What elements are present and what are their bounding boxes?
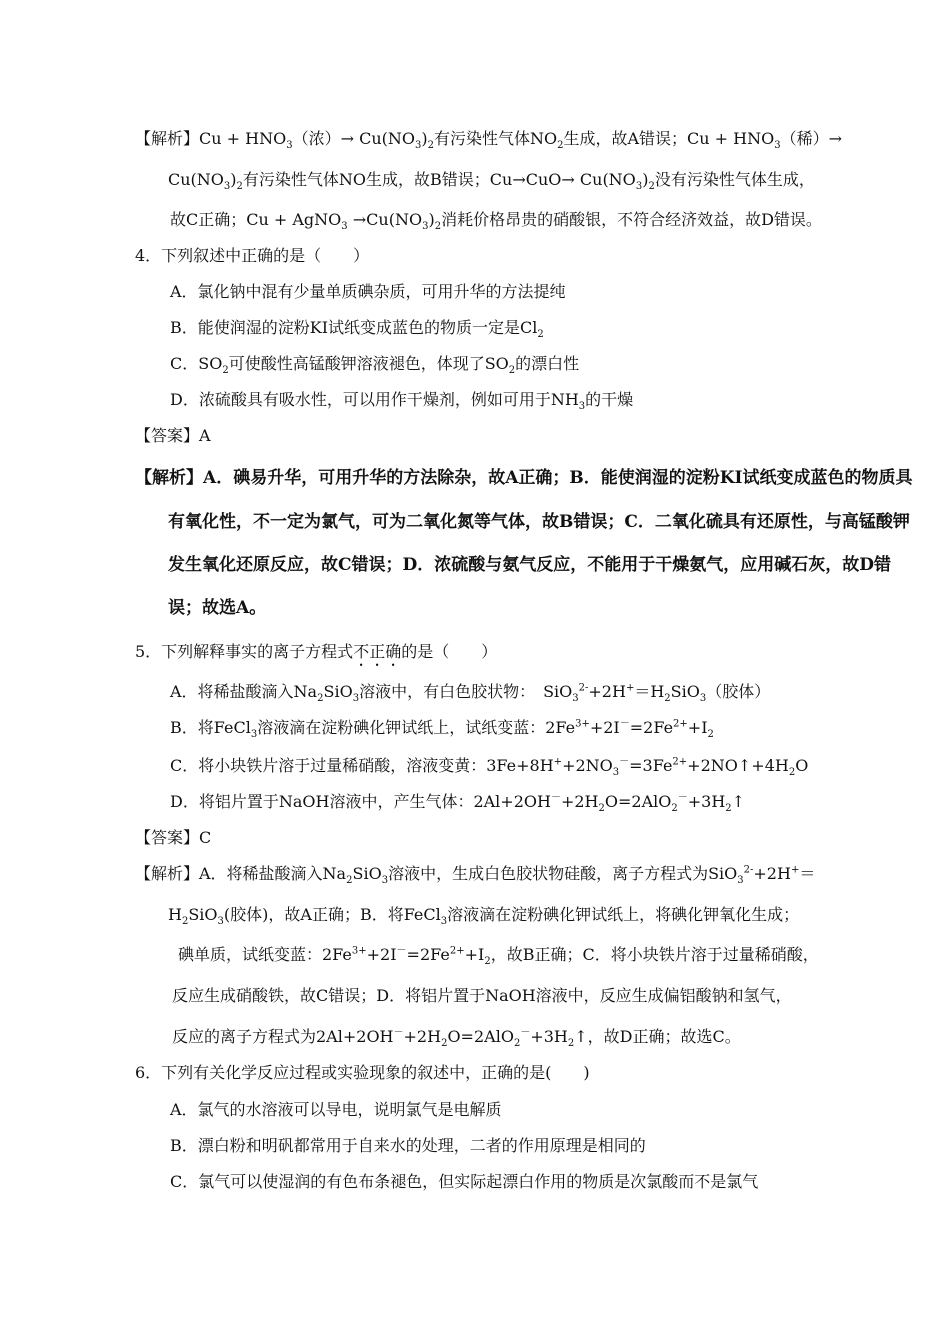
superscript: － <box>396 945 407 957</box>
text-run: ＝ <box>799 864 816 883</box>
subscript: 2 <box>236 181 243 193</box>
text-run: +2H <box>560 792 599 811</box>
subscript: 3 <box>414 140 422 152</box>
subscript: 3 <box>737 875 744 887</box>
text-run: A．氯化钠中混有少量单质碘杂质，可用升华的方法提纯 <box>170 282 566 301</box>
text-run: A．将稀盐酸滴入Na <box>170 682 318 701</box>
text-run: 溶液滴在淀粉碘化钾试纸上，试纸变蓝：2Fe <box>257 718 576 737</box>
superscript: － <box>393 1027 404 1039</box>
question-4-analysis-line-1 <box>135 468 912 488</box>
subscript: 2 <box>671 803 678 815</box>
subscript: 3 <box>612 767 620 779</box>
question-5-option-d <box>170 792 746 815</box>
q3-analysis-line-2 <box>168 170 815 193</box>
subscript: 2 <box>598 803 605 815</box>
q3-analysis-line-3 <box>170 210 822 233</box>
subscript: 2 <box>567 1038 575 1050</box>
text-run: ，故B正确；C．将小块铁片溶于过量稀硝酸， <box>490 945 819 964</box>
text-run: （浓）→ Cu(NO <box>292 129 415 148</box>
text-run: 生成，故A错误；Cu + HNO <box>563 129 775 148</box>
subscript: 3 <box>572 693 579 705</box>
question-4-answer <box>135 426 211 446</box>
superscript: 2- <box>578 682 589 694</box>
superscript: － <box>619 756 630 768</box>
text-run: 可使酸性高锰酸钾溶液褪色，体现了SO <box>228 354 509 373</box>
subscript: 3 <box>440 916 448 928</box>
subscript: 3 <box>699 693 707 705</box>
subscript: 2 <box>537 329 544 341</box>
text-run: 【解析】Cu + HNO <box>135 129 287 148</box>
text-run: A．氯气的水溶液可以导电，说明氯气是电解质 <box>170 1100 502 1119</box>
superscript: 2+ <box>672 756 688 768</box>
superscript: + <box>553 756 563 768</box>
subscript: 2 <box>441 1038 448 1050</box>
text-run: D．浓硫酸具有吸水性，可以用作干燥剂，例如可用于NH <box>170 390 579 409</box>
superscript: － <box>619 718 630 730</box>
question-4-stem <box>135 246 369 266</box>
text-run: 碘单质，试纸变蓝：2Fe <box>178 945 352 964</box>
superscript: + <box>790 864 800 876</box>
question-4-option-a <box>170 282 566 302</box>
text-run: 【答案】A <box>135 426 211 445</box>
question-5-analysis-line-3 <box>178 945 819 968</box>
subscript: 2 <box>508 365 516 377</box>
subscript: 3 <box>578 401 586 413</box>
text-run: D．将铝片置于NaOH溶液中，产生气体：2Al+2OH <box>170 792 551 811</box>
subscript: 2 <box>788 767 796 779</box>
text-run: B．能使润湿的淀粉KI试纸变成蓝色的物质一定是Cl <box>170 318 538 337</box>
text-run: →Cu(NO <box>347 210 423 229</box>
subscript: 2 <box>317 693 324 705</box>
question-6-option-a <box>170 1100 502 1120</box>
text-run: ＝H <box>634 682 665 701</box>
text-run: 消耗价格昂贵的硝酸银，不符合经济效益，故D错误。 <box>441 210 822 229</box>
text-run: 5．下列解释事实的离子方程式 <box>135 642 354 661</box>
text-run: +I <box>687 718 708 737</box>
question-5-analysis-line-4 <box>172 986 792 1006</box>
subscript: 2 <box>346 875 353 887</box>
text-run: O=2AlO <box>447 1027 514 1046</box>
subscript: 3 <box>223 181 231 193</box>
text-run: SiO <box>323 682 353 701</box>
text-run: +2NO↑+4H <box>687 756 789 775</box>
superscript: 3+ <box>575 718 590 730</box>
question-6-option-c <box>170 1172 758 1192</box>
question-5-analysis-line-5 <box>172 1027 741 1050</box>
text-run: （胶体） <box>706 682 771 701</box>
text-run: H <box>168 905 182 924</box>
text-run: (胶体)，故A正确；B．将FeCl <box>223 905 441 924</box>
superscript: + <box>625 682 635 694</box>
subscript: 2 <box>222 365 229 377</box>
text-run: ) <box>642 170 649 189</box>
text-run: 【解析】A．将稀盐酸滴入Na <box>135 864 347 883</box>
text-run: 【答案】C <box>135 828 212 847</box>
text-run: +2H <box>588 682 626 701</box>
text-run: ) <box>428 210 435 229</box>
superscript: － <box>550 792 561 804</box>
text-run: 的是（ ） <box>401 642 498 661</box>
question-5-option-b <box>170 718 714 741</box>
text-run: +3H <box>530 1027 568 1046</box>
subscript: 2 <box>707 729 714 741</box>
superscript: 2+ <box>449 945 465 957</box>
subscript: 3 <box>250 729 258 741</box>
subscript: 2 <box>557 140 564 152</box>
text-run: 故C正确；Cu + AgNO <box>170 210 342 229</box>
text-run: 有污染性气体NO生成，故B错误；Cu→CuO→ Cu(NO <box>242 170 636 189</box>
text-run: 的干燥 <box>585 390 634 409</box>
question-4-analysis-line-4 <box>168 598 266 618</box>
text-run: SiO <box>352 864 382 883</box>
question-4-analysis-line-3 <box>168 555 891 575</box>
text-run: 4．下列叙述中正确的是（ ） <box>135 246 370 265</box>
subscript: 2 <box>648 181 655 193</box>
text-run: C．SO <box>170 354 223 373</box>
question-5-answer <box>135 828 211 848</box>
text-run: 发生氧化还原反应，故C错误；D．浓硫酸与氨气反应，不能用于干燥氨气，应用碱石灰，故D错 <box>168 555 892 575</box>
text-run: +2H <box>753 864 791 883</box>
superscript: 3+ <box>351 945 367 957</box>
text-run: 有氧化性，不一定为氯气，可为二氧化氮等气体，故B错误；C．二氧化硫具有还原性，与高锰酸钾 <box>168 512 910 532</box>
subscript: 3 <box>774 140 781 152</box>
text-run: O=2AlO <box>604 792 672 811</box>
question-5-option-c <box>170 756 809 779</box>
subscript: 2 <box>664 693 671 705</box>
text-run: Cu(NO <box>168 170 224 189</box>
superscript: － <box>520 1027 531 1039</box>
text-run: O <box>795 756 809 775</box>
text-run: =3Fe <box>629 756 673 775</box>
text-run: C．氯气可以使湿润的有色布条褪色，但实际起漂白作用的物质是次氯酸而不是氯气 <box>170 1172 759 1191</box>
question-5-analysis-line-1 <box>135 864 816 887</box>
text-run: 6．下列有关化学反应过程或实验现象的叙述中，正确的是( ) <box>135 1063 590 1082</box>
text-run: 溶液中，有白色胶状物： SiO <box>359 682 573 701</box>
question-4-option-b <box>170 318 544 341</box>
subscript: 3 <box>341 221 348 233</box>
superscript: 2- <box>743 864 754 876</box>
subscript: 3 <box>217 916 224 928</box>
question-4-analysis-line-2 <box>168 512 910 532</box>
emphasis-text: 不正确 <box>353 642 402 661</box>
text-run: +3H <box>687 792 726 811</box>
text-run: +2NO <box>562 756 613 775</box>
question-4-option-d <box>170 390 634 413</box>
text-run: +2I <box>366 945 397 964</box>
text-run: 反应的离子方程式为2Al+2OH <box>172 1027 394 1046</box>
text-run: =2Fe <box>629 718 674 737</box>
question-5-analysis-line-2 <box>168 905 800 928</box>
text-run: 【解析】A．碘易升华，可用升华的方法除杂，故A正确；B．能使润湿的淀粉KI试纸变成蓝色的物质具 <box>135 468 913 488</box>
subscript: 3 <box>422 221 429 233</box>
question-4-option-c <box>170 354 580 377</box>
superscript: 2+ <box>673 718 688 730</box>
subscript: 3 <box>381 875 389 887</box>
text-run: +2H <box>403 1027 442 1046</box>
subscript: 2 <box>484 956 491 968</box>
text-run: ) <box>230 170 237 189</box>
q3-analysis-line-1 <box>135 129 843 152</box>
text-run: 没有污染性气体生成， <box>654 170 815 189</box>
text-run: ) <box>421 129 428 148</box>
text-run: 反应生成硝酸铁，故C错误；D．将铝片置于NaOH溶液中，反应生成偏铝酸钠和氢气， <box>172 986 792 1005</box>
text-run: （稀）→ <box>780 129 843 148</box>
subscript: 2 <box>434 221 442 233</box>
question-5-stem <box>135 642 497 670</box>
text-run: +I <box>464 945 485 964</box>
question-5-option-a <box>170 682 771 705</box>
subscript: 3 <box>352 693 360 705</box>
subscript: 2 <box>181 916 189 928</box>
question-6-stem <box>135 1063 590 1083</box>
superscript: － <box>677 792 688 804</box>
subscript: 2 <box>725 803 732 815</box>
text-run: B．漂白粉和明矾都常用于自来水的处理，二者的作用原理是相同的 <box>170 1136 646 1155</box>
text-run: +2I <box>589 718 620 737</box>
question-6-option-b <box>170 1136 646 1156</box>
text-run: 误；故选A。 <box>168 598 267 618</box>
text-run: B．将FeCl <box>170 718 251 737</box>
text-run: ↑，故D正确；故选C。 <box>574 1027 741 1046</box>
text-run: =2Fe <box>406 945 450 964</box>
text-run: 的漂白性 <box>515 354 580 373</box>
subscript: 2 <box>427 140 434 152</box>
subscript: 3 <box>286 140 293 152</box>
subscript: 3 <box>635 181 643 193</box>
subscript: 2 <box>513 1038 521 1050</box>
text-run: 溶液中，生成白色胶状物硅酸，离子方程式为SiO <box>388 864 738 883</box>
text-run: ↑ <box>731 792 746 811</box>
text-run: 溶液滴在淀粉碘化钾试纸上，将碘化钾氧化生成； <box>447 905 800 924</box>
text-run: SiO <box>188 905 218 924</box>
text-run: SiO <box>670 682 700 701</box>
text-run: 有污染性气体NO <box>433 129 558 148</box>
text-run: C．将小块铁片溶于过量稀硝酸，溶液变黄：3Fe+8H <box>170 756 554 775</box>
